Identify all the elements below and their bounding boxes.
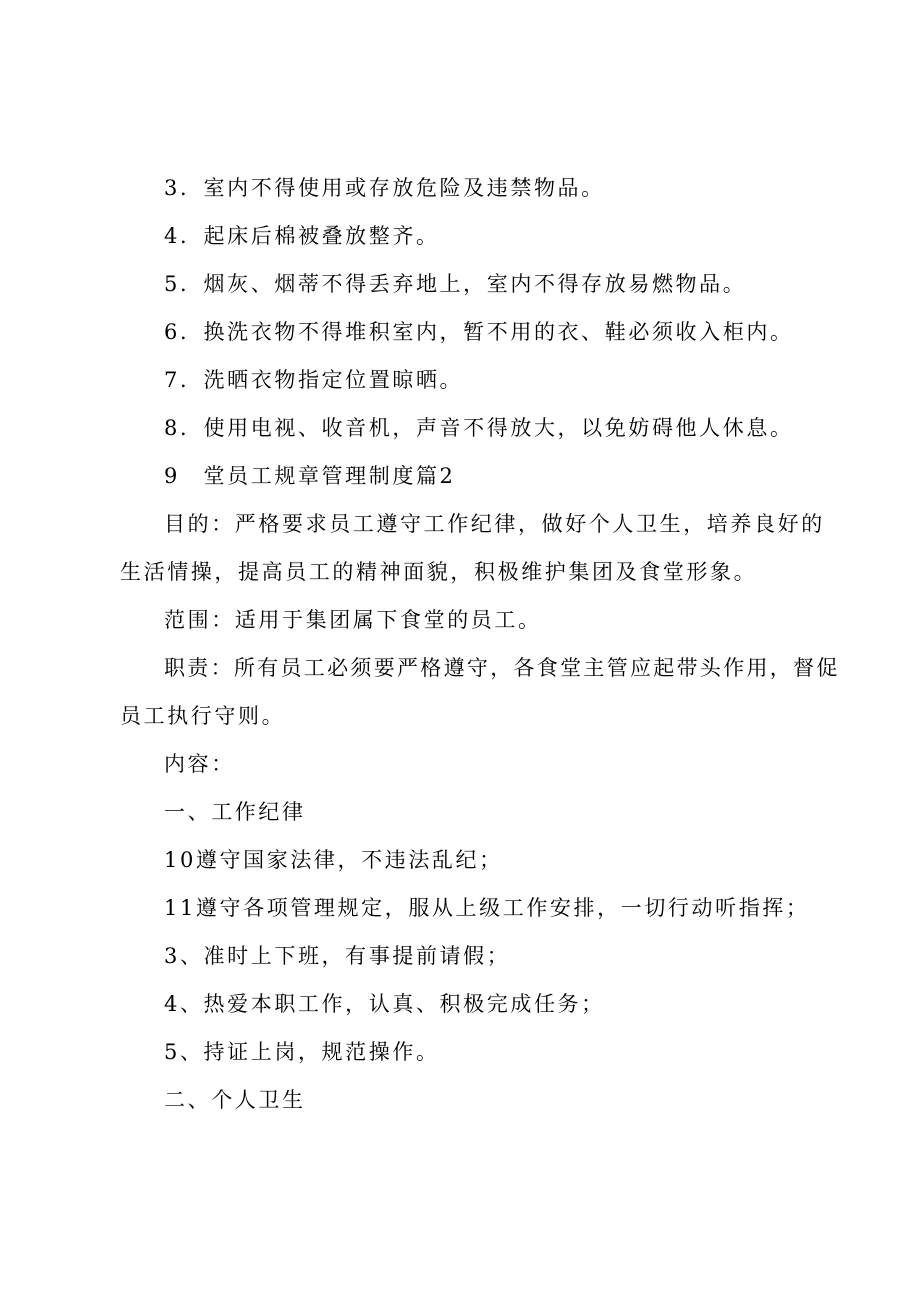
- list-item-4: 4．起床后棉被叠放整齐。: [164, 224, 440, 248]
- list-item-5: 5．烟灰、烟蒂不得丢弃地上，室内不得存放易燃物品。: [164, 272, 747, 296]
- duty-line-2: 员工执行守则。: [120, 704, 286, 728]
- purpose-line-1: 目的：严格要求员工遵守工作纪律，做好个人卫生，培养良好的: [164, 512, 825, 536]
- list-item-6: 6．换洗衣物不得堆积室内，暂不用的衣、鞋必须收入柜内。: [164, 320, 794, 344]
- discipline-item-5: 5、持证上岗，规范操作。: [164, 1040, 440, 1064]
- list-item-7: 7．洗晒衣物指定位置晾晒。: [164, 368, 464, 392]
- discipline-item-11: 11遵守各项管理规定，服从上级工作安排，一切行动听指挥；: [164, 896, 810, 920]
- section-title: 9 堂员工规章管理制度篇2: [164, 464, 456, 488]
- list-item-3: 3．室内不得使用或存放危险及违禁物品。: [164, 176, 605, 200]
- heading-work-discipline: 一、工作纪律: [164, 800, 306, 824]
- purpose-line-2: 生活情操，提高员工的精神面貌，积极维护集团及食堂形象。: [120, 560, 758, 584]
- discipline-item-10: 10遵守国家法律，不违法乱纪；: [164, 848, 503, 872]
- scope-paragraph: 范围：适用于集团属下食堂的员工。: [164, 608, 542, 632]
- content-label: 内容：: [164, 752, 235, 776]
- discipline-item-3: 3、准时上下班，有事提前请假；: [164, 944, 511, 968]
- duty-line-1: 职责：所有员工必须要严格遵守，各食堂主管应起带头作用，督促: [164, 656, 840, 680]
- heading-personal-hygiene: 二、个人卫生: [164, 1088, 306, 1112]
- list-item-8: 8．使用电视、收音机，声音不得放大，以免妨碍他人休息。: [164, 416, 794, 440]
- discipline-item-4: 4、热爱本职工作，认真、积极完成任务；: [164, 992, 605, 1016]
